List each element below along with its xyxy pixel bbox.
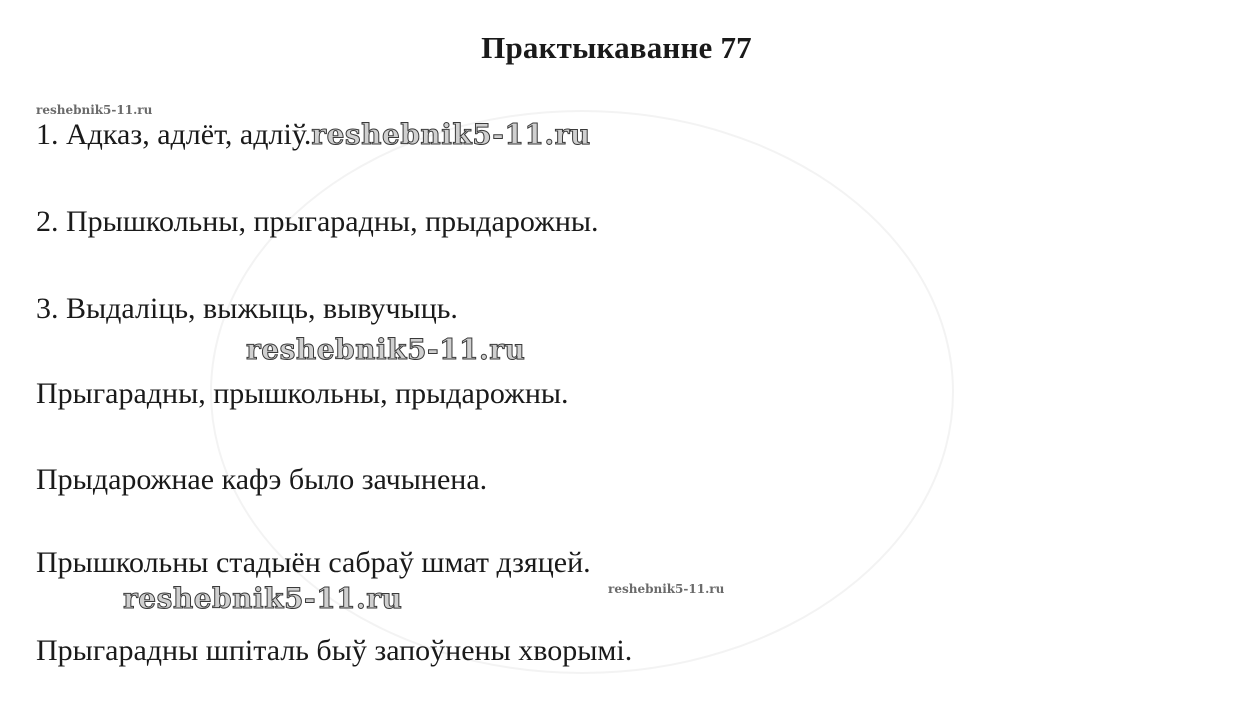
page-title: Практыкаванне 77 <box>481 30 752 65</box>
watermark-mid: reshebnik5-11.ru <box>246 333 526 366</box>
sentence-line-4: Прыгарадны, прышкольны, прыдарожны. <box>36 377 569 410</box>
sentence-line-6: Прышкольны стадыён сабраў шмат дзяцей. <box>36 546 591 579</box>
answer-line-1 <box>36 118 591 152</box>
sentence-line-5: Прыдарожнае кафэ было зачынена. <box>36 463 488 496</box>
answer-line-3: 3. Выдаліць, выжыць, вывучыць. <box>36 292 458 325</box>
watermark-lower-small: reshebnik5-11.ru <box>608 582 725 596</box>
answer-line-2: 2. Прышкольны, прыгарадны, прыдарожны. <box>36 205 599 238</box>
sentence-line-7: Прыгарадны шпіталь быў запоўнены хворымі. <box>36 634 633 667</box>
answer-line-1-text: 1. Адказ, адлёт, адліў. <box>36 118 312 151</box>
watermark-inline-line1: reshebnik5-11.ru <box>311 118 591 151</box>
watermark-small-top: reshebnik5-11.ru <box>36 103 153 117</box>
watermark-lower-big: reshebnik5-11.ru <box>123 582 403 615</box>
